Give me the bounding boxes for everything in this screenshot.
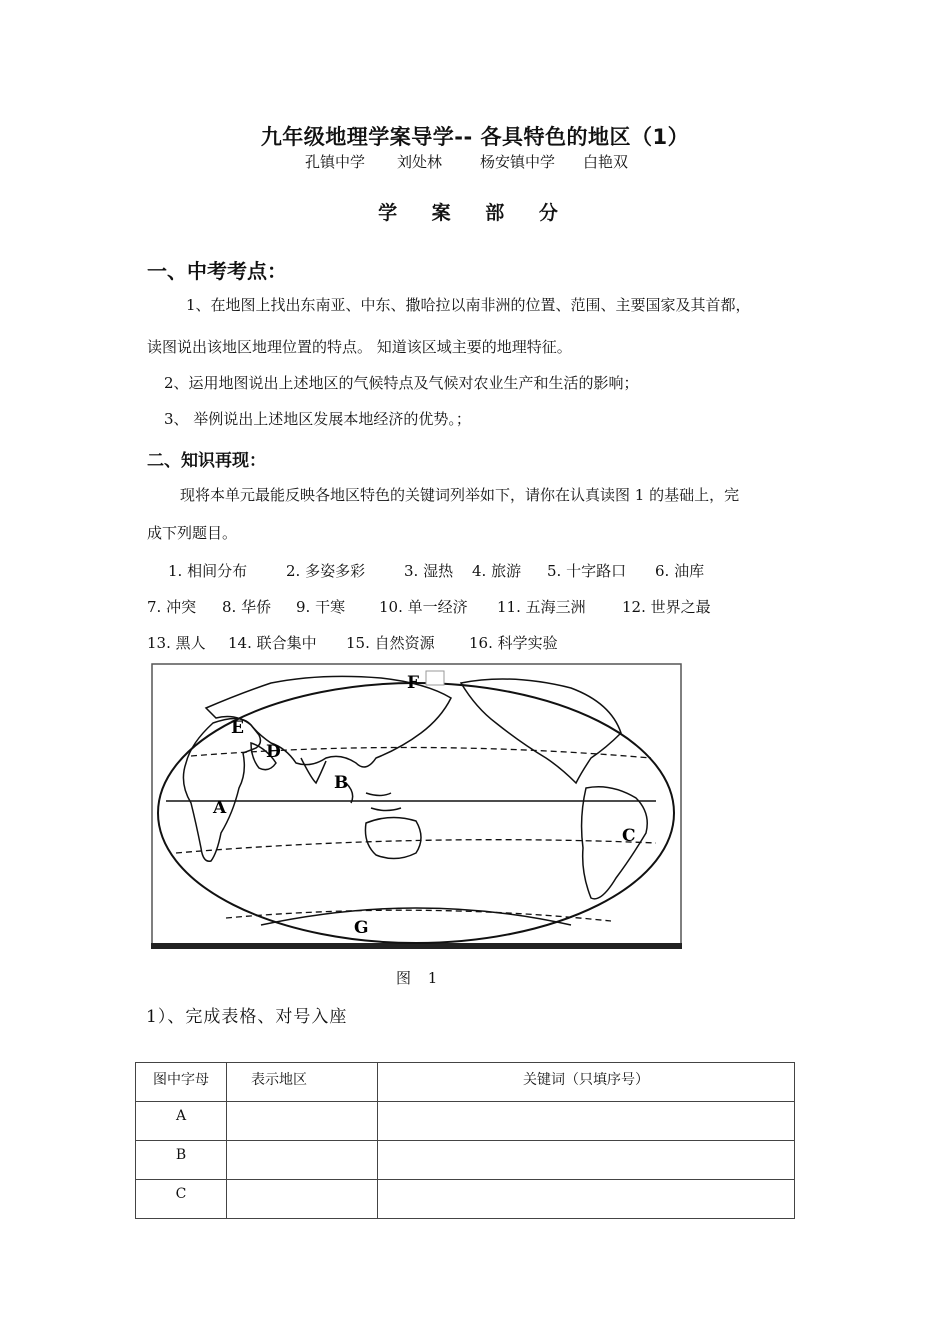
part1-item3: 3、 举例说出上述地区发展本地经济的优势。；	[164, 410, 471, 428]
document-title: 九年级地理学案导学-- 各具特色的地区（1）	[260, 125, 690, 149]
author-name-2: 白艳双	[583, 153, 629, 171]
table-cell-letter: A	[136, 1102, 227, 1141]
section-title: 学 案 部 分	[378, 202, 572, 224]
keyword-item: 7. 冲突	[147, 598, 197, 616]
part2-intro-line2: 成下列题目。	[147, 524, 238, 542]
part1-item1-line2: 读图说出该地区地理位置的特点。 知道该区域主要的地理特征。	[147, 338, 572, 356]
keyword-item: 11. 五海三洲	[497, 598, 586, 616]
keyword-item: 10. 单一经济	[379, 598, 468, 616]
keyword-item: 3. 湿热	[404, 562, 454, 580]
table-cell-letter: B	[136, 1141, 227, 1180]
map-small-box	[426, 671, 444, 685]
part1-heading: 一、中考考点：	[147, 259, 287, 283]
table-header-cell: 关键词（只填序号）	[378, 1063, 795, 1102]
table-cell-region[interactable]	[227, 1180, 378, 1219]
part2-intro-line1: 现将本单元最能反映各地区特色的关键词列举如下，请你在认真读图 1 的基础上，完	[180, 486, 740, 504]
table-cell-region[interactable]	[227, 1102, 378, 1141]
table-cell-keywords[interactable]	[378, 1102, 795, 1141]
map-label-c: C	[622, 826, 636, 846]
part1-item2: 2、运用地图说出上述地区的气候特点及气候对农业生产和生活的影响；	[164, 374, 639, 392]
table-header-cell: 图中字母	[136, 1063, 227, 1102]
map-label-f: F	[407, 673, 420, 693]
author-school-2: 杨安镇中学	[480, 153, 556, 171]
table-cell-keywords[interactable]	[378, 1180, 795, 1219]
keyword-item: 2. 多姿多彩	[286, 562, 366, 580]
keyword-item: 4. 旅游	[472, 562, 522, 580]
table-cell-letter: C	[136, 1180, 227, 1219]
map-label-e: E	[231, 718, 244, 738]
map-label-d: D	[266, 742, 281, 762]
keyword-item: 1. 相间分布	[168, 562, 248, 580]
world-map-figure	[151, 663, 682, 951]
part2-heading: 二、知识再现：	[147, 451, 266, 471]
keyword-item: 9. 干寒	[296, 598, 346, 616]
map-label-a: A	[213, 798, 227, 818]
author-school-1: 孔镇中学	[305, 153, 366, 171]
table-row	[136, 1102, 795, 1141]
keyword-item: 8. 华侨	[222, 598, 272, 616]
map-label-b: B	[334, 773, 349, 793]
table-header-row	[136, 1063, 795, 1102]
answer-table	[135, 1062, 795, 1219]
figure-caption: 图 1	[396, 969, 444, 987]
table-cell-keywords[interactable]	[378, 1141, 795, 1180]
task-title: 1）、完成表格、对号入座	[146, 1007, 348, 1027]
table-header-cell: 表示地区	[227, 1063, 378, 1102]
keyword-item: 5. 十字路口	[547, 562, 627, 580]
keyword-item: 13. 黑人	[147, 634, 206, 652]
map-frame	[152, 664, 681, 948]
map-label-g: G	[354, 918, 369, 938]
keyword-item: 6. 油库	[655, 562, 705, 580]
keyword-item: 15. 自然资源	[346, 634, 435, 652]
table-row	[136, 1141, 795, 1180]
part1-item1-line1: 1、在地图上找出东南亚、中东、撒哈拉以南非洲的位置、范围、主要国家及其首都，	[186, 296, 751, 314]
author-name-1: 刘处林	[397, 153, 443, 171]
table-row	[136, 1180, 795, 1219]
keyword-item: 14. 联合集中	[228, 634, 317, 652]
table-cell-region[interactable]	[227, 1141, 378, 1180]
keyword-item: 16. 科学实验	[469, 634, 558, 652]
keyword-item: 12. 世界之最	[622, 598, 711, 616]
